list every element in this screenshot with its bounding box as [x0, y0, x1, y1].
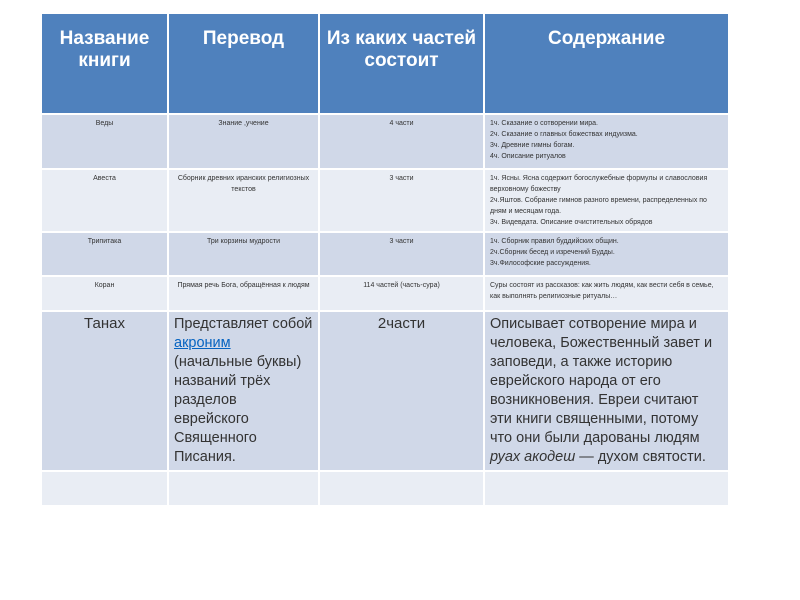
cell-content: Суры состоят из рассказов: как жить людям, как вести себя в семье, как выполнять религиозные ритуалы… — [484, 276, 729, 311]
cell-name: Авеста — [41, 169, 168, 232]
empty-cell — [168, 471, 319, 506]
empty-cell — [484, 471, 729, 506]
cell-translation: Знание ,учение — [168, 114, 319, 169]
header-content: Содержание — [484, 13, 729, 114]
header-name: Название книги — [41, 13, 168, 114]
cell-content — [484, 311, 729, 471]
table-row — [41, 232, 729, 276]
header-row — [41, 13, 729, 114]
content-text: — духом святости. — [575, 449, 706, 465]
cell-parts: 4 части — [319, 114, 484, 169]
cell-parts: 3 части — [319, 169, 484, 232]
cell-content — [484, 114, 729, 169]
cell-name: Трипитака — [41, 232, 168, 276]
cell-parts: 3 части — [319, 232, 484, 276]
translation-text: Представляет собой — [174, 316, 313, 332]
cell-name: Коран — [41, 276, 168, 311]
content-line: 3ч. Древние гимны богам. — [490, 142, 575, 149]
content-line: 1ч. Ясны. Ясна содержит богослужебные формулы и славословия верховному божеству — [490, 175, 708, 193]
content-italic: руах акодеш — [490, 449, 576, 465]
content-line: 2ч.Яштов. Собрание гимнов разного времени, распределенных по дням и месяцам года. — [490, 197, 707, 215]
table-row — [41, 311, 729, 471]
content-line: 2ч.Сборник бесед и изречений Будды. — [490, 249, 615, 256]
cell-name: Веды — [41, 114, 168, 169]
cell-parts: 2части — [319, 311, 484, 471]
cell-translation — [168, 311, 319, 471]
table-row — [41, 276, 729, 311]
translation-text: (начальные буквы) названий трёх разделов еврейского Священного Писания. — [174, 354, 302, 465]
table-row — [41, 169, 729, 232]
content-line: 1ч. Сборник правил буддийских общин. — [490, 238, 619, 245]
header-parts: Из каких частей состоит — [319, 13, 484, 114]
content-line: 1ч. Сказание о сотворении мира. — [490, 120, 598, 127]
content-text: Описывает сотворение мира и человека, Божественный завет и заповеди, а также историю еврейского народа от его возникновения. Евреи считают эти книги священными, потому что они были дарованы людям — [490, 316, 713, 446]
empty-cell — [319, 471, 484, 506]
cell-translation: Сборник древних иранских религиозных текстов — [168, 169, 319, 232]
cell-content — [484, 169, 729, 232]
content-line: 2ч. Сказание о главных божествах индуизма. — [490, 131, 638, 138]
header-translation: Перевод — [168, 13, 319, 114]
table-row — [41, 114, 729, 169]
cell-parts: 114 частей (часть-сура) — [319, 276, 484, 311]
cell-content — [484, 232, 729, 276]
cell-translation: Три корзины мудрости — [168, 232, 319, 276]
content-line: 4ч. Описание ритуалов — [490, 153, 566, 160]
cell-name: Танах — [41, 311, 168, 471]
books-table — [40, 12, 730, 507]
content-line: 3ч.Философские рассуждения. — [490, 260, 591, 267]
empty-cell — [41, 471, 168, 506]
acronym-link[interactable]: акроним — [174, 335, 231, 351]
content-line: 3ч. Видевдата. Описание очистительных обрядов — [490, 219, 653, 226]
cell-translation: Прямая речь Бога, обращённая к людям — [168, 276, 319, 311]
empty-row — [41, 471, 729, 506]
